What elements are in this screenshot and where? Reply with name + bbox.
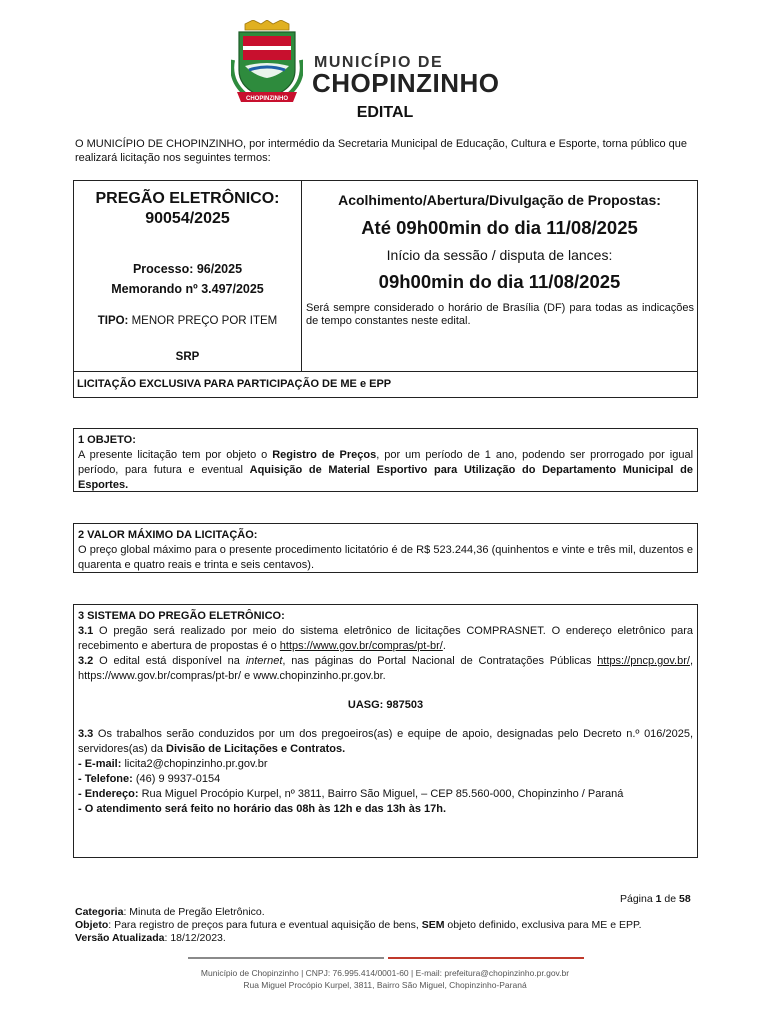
section-heading: 3 SISTEMA DO PREGÃO ELETRÔNICO: bbox=[78, 610, 285, 622]
timezone-note: Será sempre considerado o horário de Brasília (DF) para todas as indicações de tempo constantes neste edital. bbox=[306, 302, 694, 327]
page-number: Página 1 de 58 bbox=[620, 893, 691, 905]
intro-paragraph: O MUNICÍPIO DE CHOPINZINHO, por intermédio da Secretaria Municipal de Educação, Cultura e Esporte, torna público que realizará licitação nos seguintes termos: bbox=[75, 138, 687, 164]
footer-address-line2: Rua Miguel Procópio Kurpel, 3811, Bairro São Miguel, Chopinzinho-Paraná bbox=[243, 980, 527, 990]
section-sistema bbox=[73, 604, 698, 858]
tipo-line bbox=[74, 315, 301, 327]
contact-email: - E-mail: licita2@chopinzinho.pr.gov.br bbox=[78, 758, 268, 770]
page-header bbox=[0, 14, 770, 104]
section-valor-maximo bbox=[73, 523, 698, 573]
section-objeto bbox=[73, 428, 698, 492]
pregao-number: 90054/2025 bbox=[145, 210, 230, 227]
objeto-line: Objeto: Para registro de preços para futura e eventual aquisição de bens, SEM objeto definido, exclusiva para ME e EPP. bbox=[75, 919, 642, 931]
crest-banner-text: CHOPINZINHO bbox=[246, 96, 288, 102]
section-heading: 2 VALOR MÁXIMO DA LICITAÇÃO: bbox=[78, 529, 258, 541]
document-title: EDITAL bbox=[356, 104, 414, 121]
memorando-number: Memorando nº 3.497/2025 bbox=[111, 282, 264, 296]
pregao-label: PREGÃO ELETRÔNICO: bbox=[95, 190, 280, 207]
section-text: A presente licitação tem por objeto o Registro de Preços, por um período de 1 ano, podendo ser prorrogado por igual período, para futura e eventual Aquisição de Material Esportivo para Utilização do Departamento Municipal de Esportes. bbox=[78, 449, 694, 491]
footer-address bbox=[0, 967, 770, 991]
processo-block bbox=[74, 259, 301, 299]
proposal-deadline: Até 09h00min do dia 11/08/2025 bbox=[361, 217, 638, 238]
paragraph-3-3: 3.3 Os trabalhos serão conduzidos por um dos pregoeiros(as) e equipe de apoio, designadas pelo Decreto n.º 016/2025, servidores(as) da Divisão de Licitações e Contratos. bbox=[78, 728, 693, 755]
contact-phone: - Telefone: (46) 9 9937-0154 bbox=[78, 773, 221, 785]
paragraph-3-1: 3.1 O pregão será realizado por meio do sistema eletrônico de licitações COMPRASNET. O endereço eletrônico para recebimento e abertura de propostas é o https://www.gov.br/compras/pt-br/. bbox=[78, 625, 693, 652]
processo-number: Processo: 96/2025 bbox=[132, 262, 243, 276]
acolhimento-heading: Acolhimento/Abertura/Divulgação de Propostas: bbox=[338, 192, 661, 208]
municipality-label: MUNICÍPIO DE bbox=[314, 54, 444, 71]
exclusive-notice: LICITAÇÃO EXCLUSIVA PARA PARTICIPAÇÃO DE ME e EPP bbox=[77, 378, 392, 390]
office-hours: - O atendimento será feito no horário das 08h às 12h e das 13h às 17h. bbox=[78, 803, 447, 815]
comprasnet-link[interactable]: https://www.gov.br/compras/pt-br/ bbox=[279, 640, 443, 652]
session-date: 09h00min do dia 11/08/2025 bbox=[378, 271, 621, 292]
footer-address-line1: Município de Chopinzinho | CNPJ: 76.995.414/0001-60 | E-mail: prefeitura@chopinzinho.pr.gov.br bbox=[200, 968, 570, 978]
pregao-summary-box bbox=[73, 180, 698, 398]
footer-rule-grey bbox=[188, 957, 384, 959]
contact-address: - Endereço: Rua Miguel Procópio Kurpel, nº 3811, Bairro São Miguel, – CEP 85.560-000, Chopinzinho / Paraná bbox=[78, 788, 624, 800]
municipal-crest-logo bbox=[231, 20, 303, 106]
section-text: O preço global máximo para o presente procedimento licitatório é de R$ 523.244,36 (quinhentos e vinte e três mil, duzentos e quarenta e quatro reais e trinta e seis centavos). bbox=[78, 544, 693, 571]
uasg-code: UASG: 987503 bbox=[347, 699, 424, 711]
tipo-label: TIPO: bbox=[97, 315, 129, 327]
paragraph-3-2: 3.2 O edital está disponível na internet, nas páginas do Portal Nacional de Contratações Públicas https://pncp.gov.br/, https://www.gov.br/compras/pt-br/ e www.chopinzinho.pr.gov.br. bbox=[78, 655, 693, 682]
tipo-value: MENOR PREÇO POR ITEM bbox=[128, 315, 278, 327]
pregao-heading bbox=[74, 189, 301, 229]
row-divider bbox=[74, 371, 697, 372]
document-metadata bbox=[75, 906, 642, 945]
section-heading: 1 OBJETO: bbox=[78, 434, 136, 446]
pncp-link[interactable]: https://pncp.gov.br/ bbox=[597, 655, 690, 667]
versao-line: Versão Atualizada: 18/12/2023. bbox=[75, 932, 226, 944]
categoria-line: Categoria: Minuta de Pregão Eletrônico. bbox=[75, 906, 265, 918]
municipality-name: CHOPINZINHO bbox=[312, 68, 500, 98]
footer-rule-red bbox=[388, 957, 584, 959]
srp-label: SRP bbox=[175, 351, 200, 363]
session-start-label: Início da sessão / disputa de lances: bbox=[386, 247, 613, 263]
